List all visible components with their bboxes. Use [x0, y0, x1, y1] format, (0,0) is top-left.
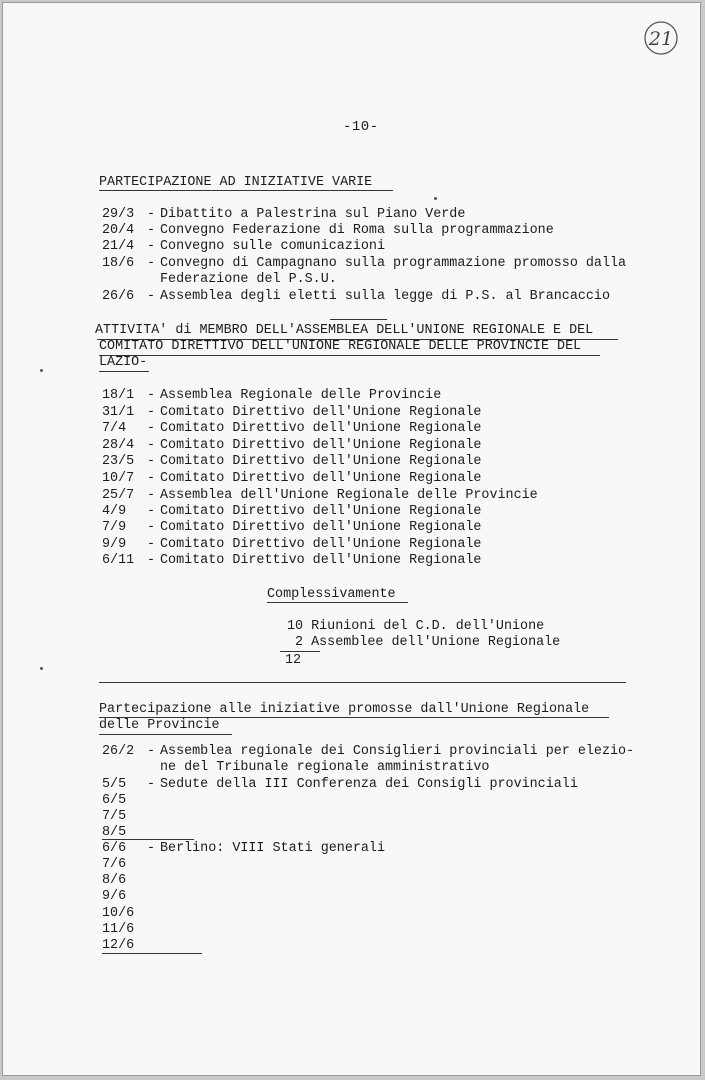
entry-date: 7/4 — [102, 421, 127, 436]
section3-title-line: Partecipazione alle iniziative promosse dall'Unione Regionale — [99, 702, 590, 717]
section2-title-line: COMITATO DIRETTIVO DELL'UNIONE REGIONALE DELLE PROVINCIE DEL — [99, 339, 582, 354]
margin-speck — [40, 667, 43, 670]
entry-date: 6/6 — [102, 841, 127, 856]
date-item — [102, 889, 126, 905]
entry-text: Comitato Direttivo dell'Unione Regionale — [160, 553, 482, 568]
list-item: 25/7 - Assemblea dell'Unione Regionale delle Provincie — [102, 488, 538, 503]
date-item — [102, 809, 126, 825]
list-item-continuation — [160, 272, 337, 288]
margin-speck — [40, 369, 43, 372]
entry-text: Comitato Direttivo dell'Unione Regionale — [160, 471, 482, 486]
summary-title-underline — [267, 602, 408, 603]
entry-text: Assemblea degli eletti sulla legge di P.S. al Brancaccio — [160, 289, 610, 304]
entry-date: 8/5 — [102, 825, 127, 840]
list-item: 7/4 - Comitato Direttivo dell'Unione Regionale — [102, 421, 482, 436]
list-item: 26/2 - Assemblea regionale dei Consiglieri provinciali per elezio- — [102, 744, 635, 759]
list-item: 26/6 - Assemblea degli eletti sulla legge di P.S. al Brancaccio — [102, 289, 610, 304]
list-item: 9/9 - Comitato Direttivo dell'Unione Regionale — [102, 537, 482, 552]
summary-title: Complessivamente — [267, 587, 396, 602]
entry-date: 7/5 — [102, 809, 127, 824]
date-item — [102, 938, 134, 954]
entry-date: 9/6 — [102, 889, 127, 904]
entry-text: Comitato Direttivo dell'Unione Regionale — [160, 520, 482, 535]
entry-text: Assemblea Regionale delle Provincie — [160, 388, 442, 403]
entry-text: Comitato Direttivo dell'Unione Regionale — [160, 438, 482, 453]
date-item — [102, 922, 134, 938]
entry-date: 20/4 — [102, 223, 135, 238]
list-item: 20/4 - Convegno Federazione di Roma sulla programmazione — [102, 223, 554, 238]
entry-text: Convegno Federazione di Roma sulla programmazione — [160, 223, 554, 238]
summary-line: 10 Riunioni del C.D. dell'Unione — [287, 619, 545, 634]
summary-total: 12 — [285, 653, 302, 668]
date-item — [102, 793, 126, 809]
document-page — [2, 2, 701, 1076]
list-item: 18/6 - Convegno di Campagnano sulla programmazione promosso dalla — [102, 256, 627, 271]
entry-text: Comitato Direttivo dell'Unione Regionale — [160, 405, 482, 420]
entry-date: 8/6 — [102, 873, 127, 888]
entry-date: 6/11 — [102, 553, 135, 568]
page-stamp — [643, 20, 679, 56]
section2-title-line: ATTIVITA' di MEMBRO DELL'ASSEMBLEA DELL'UNIONE REGIONALE E DEL — [95, 323, 594, 338]
entry-date: 12/6 — [102, 938, 135, 953]
entry-date: 5/5 — [102, 777, 127, 792]
list-item: 28/4 - Comitato Direttivo dell'Unione Regionale — [102, 438, 482, 453]
date-item — [102, 857, 126, 873]
section1-title: PARTECIPAZIONE AD INIZIATIVE VARIE — [99, 175, 373, 190]
entry-date: 25/7 — [102, 488, 135, 503]
entry-date: 7/9 — [102, 520, 127, 535]
entry-date: 6/5 — [102, 793, 127, 808]
list-item: 10/7 - Comitato Direttivo dell'Unione Regionale — [102, 471, 482, 486]
list-item: 5/5 - Sedute della III Conferenza dei Consigli provinciali — [102, 777, 578, 792]
entry-text: Convegno di Campagnano sulla programmazione promosso dalla — [160, 256, 627, 271]
entry-date: 18/1 — [102, 388, 135, 403]
list-item: 7/9 - Comitato Direttivo dell'Unione Regionale — [102, 520, 482, 535]
entry-date: 10/6 — [102, 906, 135, 921]
date-item — [102, 906, 134, 922]
list-item: 23/5 - Comitato Direttivo dell'Unione Regionale — [102, 454, 482, 469]
section2-title-underline — [99, 355, 600, 356]
overline-mark — [330, 319, 387, 320]
entry-text: Assemblea regionale dei Consiglieri provinciali per elezio- — [160, 744, 635, 759]
date-group-rule — [102, 953, 202, 954]
list-item: 29/3 - Dibattito a Palestrina sul Piano Verde — [102, 207, 466, 222]
entry-date: 31/1 — [102, 405, 135, 420]
section2-title-underline — [99, 371, 149, 372]
section1-title-underline — [99, 190, 393, 191]
list-item: 6/11 - Comitato Direttivo dell'Unione Regionale — [102, 553, 482, 568]
entry-date: 10/7 — [102, 471, 135, 486]
entry-text: Comitato Direttivo dell'Unione Regionale — [160, 504, 482, 519]
list-item: 6/6 - Berlino: VIII Stati generali — [102, 841, 385, 856]
entry-date: 18/6 — [102, 256, 135, 271]
entry-text: Sedute della III Conferenza dei Consigli provinciali — [160, 777, 578, 792]
date-group-rule — [102, 839, 194, 840]
entry-date: 26/2 — [102, 744, 135, 759]
ink-speck — [434, 197, 437, 200]
entry-date: 23/5 — [102, 454, 135, 469]
page-stamp-number: 21 — [648, 28, 674, 50]
entry-text: Berlino: VIII Stati generali — [160, 841, 385, 856]
entry-text: Convegno sulle comunicazioni — [160, 239, 385, 254]
list-item: 18/1 - Assemblea Regionale delle Provincie — [102, 388, 442, 403]
entry-date: 4/9 — [102, 504, 127, 519]
list-item: 21/4 - Convegno sulle comunicazioni — [102, 239, 385, 254]
entry-text: Assemblea dell'Unione Regionale delle Provincie — [160, 488, 538, 503]
section2-title-line: LAZIO- — [99, 355, 148, 370]
entry-text: ne del Tribunale regionale amministrativo — [160, 760, 490, 775]
entry-date: 11/6 — [102, 922, 135, 937]
list-item: 4/9 - Comitato Direttivo dell'Unione Regionale — [102, 504, 482, 519]
section3-title-underline — [99, 734, 232, 735]
date-item — [102, 873, 126, 889]
entry-text: Comitato Direttivo dell'Unione Regionale — [160, 421, 482, 436]
entry-date: 26/6 — [102, 289, 135, 304]
entry-text: Comitato Direttivo dell'Unione Regionale — [160, 537, 482, 552]
entry-text: Federazione del P.S.U. — [160, 272, 337, 287]
page-number: -10- — [343, 119, 379, 135]
entry-date: 28/4 — [102, 438, 135, 453]
list-item-continuation — [160, 760, 489, 776]
list-item: 31/1 - Comitato Direttivo dell'Unione Regionale — [102, 405, 482, 420]
summary-total-rule — [280, 651, 320, 652]
entry-date: 9/9 — [102, 537, 127, 552]
entry-date: 21/4 — [102, 239, 135, 254]
summary-line: 2 Assemblee dell'Unione Regionale — [287, 635, 561, 650]
entry-text: Comitato Direttivo dell'Unione Regionale — [160, 454, 482, 469]
section-divider — [99, 682, 626, 683]
entry-text: Dibattito a Palestrina sul Piano Verde — [160, 207, 466, 222]
entry-date: 7/6 — [102, 857, 127, 872]
section3-title-line: delle Provincie — [99, 718, 220, 733]
entry-date: 29/3 — [102, 207, 135, 222]
